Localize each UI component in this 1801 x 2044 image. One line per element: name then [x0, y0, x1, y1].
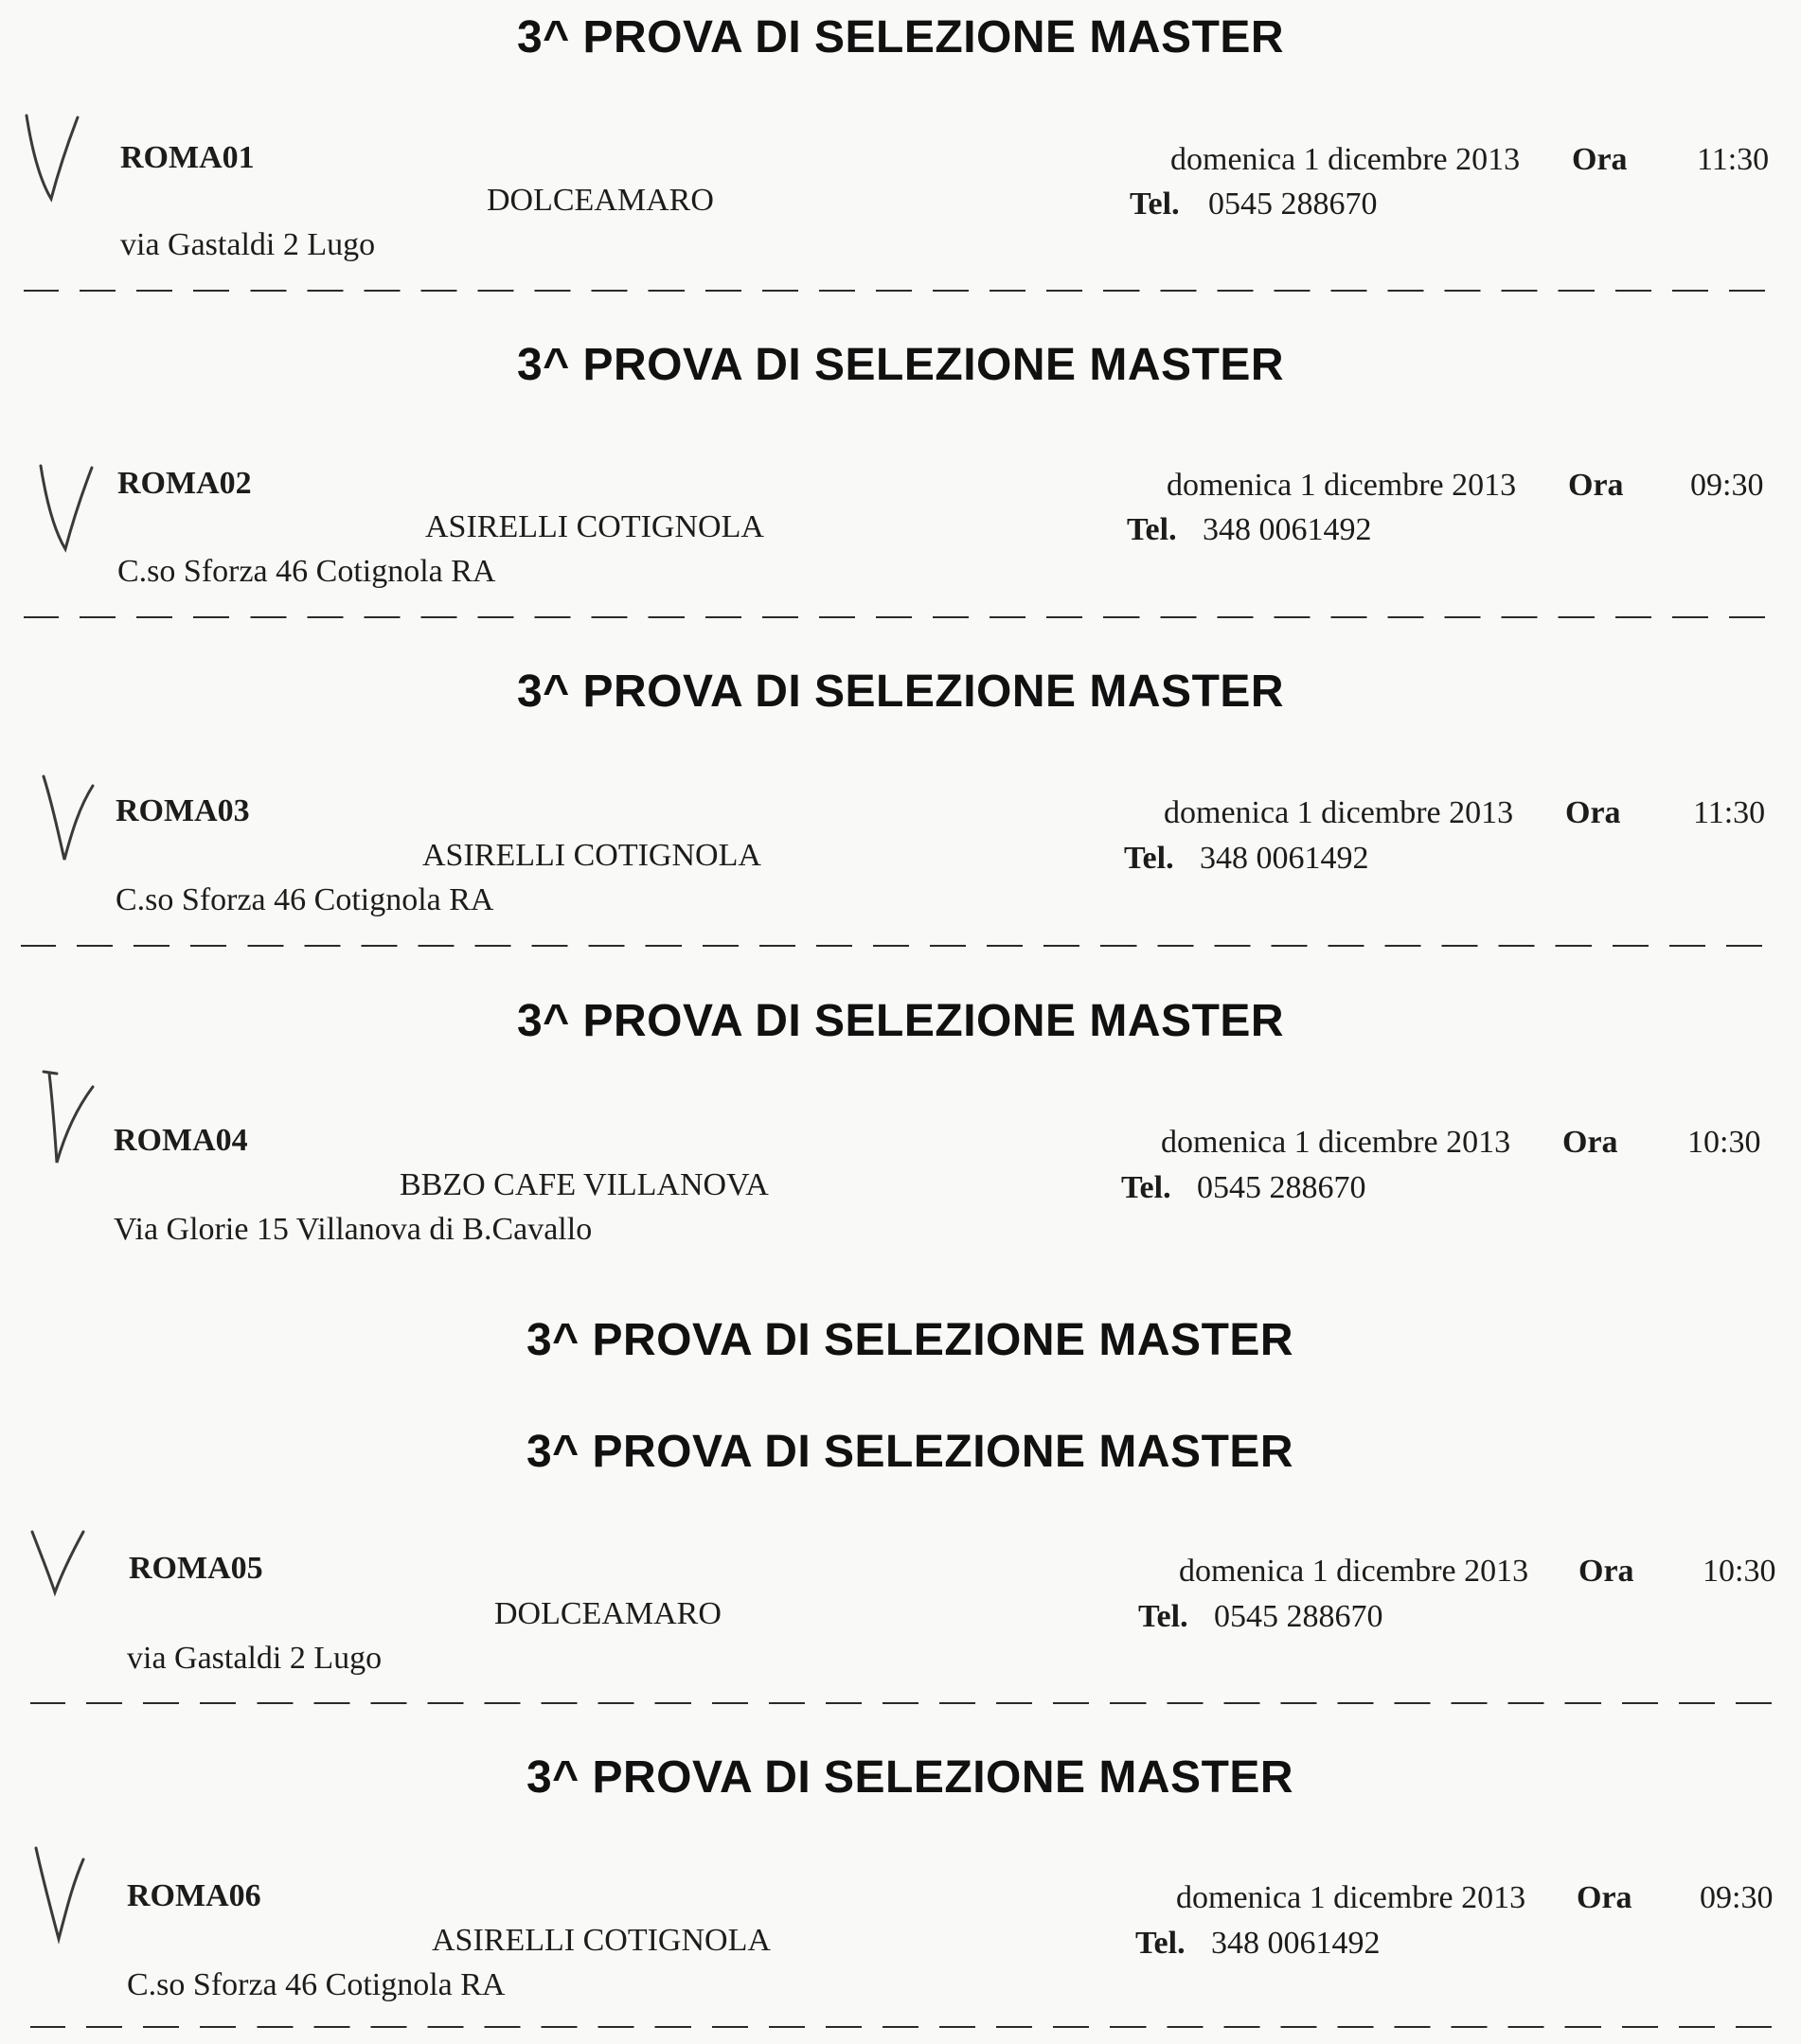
ora-label: Ora: [1568, 468, 1624, 503]
entry-title: 3^ PROVA DI SELEZIONE MASTER: [516, 340, 1285, 390]
entry-date: domenica 1 dicembre 2013: [1176, 1880, 1526, 1915]
entry-address: C.so Sforza 46 Cotignola RA: [116, 882, 494, 917]
entry-title: 3^ PROVA DI SELEZIONE MASTER: [516, 667, 1285, 717]
ora-label: Ora: [1578, 1554, 1634, 1589]
entry-date: domenica 1 dicembre 2013: [1179, 1554, 1529, 1589]
cut-line: [24, 290, 1780, 292]
entry-time: 10:30: [1687, 1125, 1761, 1160]
entry-address: C.so Sforza 46 Cotignola RA: [127, 1967, 506, 2002]
entry-address: C.so Sforza 46 Cotignola RA: [117, 554, 496, 589]
entry-code: ROMA05: [129, 1551, 263, 1586]
entry-code: ROMA06: [127, 1878, 261, 1913]
entry-venue: DOLCEAMARO: [494, 1596, 722, 1631]
entry-phone: 348 0061492: [1211, 1926, 1381, 1961]
entry-code: ROMA04: [114, 1123, 248, 1158]
tel-label: Tel.: [1130, 187, 1180, 222]
entry-venue: ASIRELLI COTIGNOLA: [432, 1923, 771, 1958]
entry-time: 11:30: [1697, 142, 1770, 177]
entry-venue: DOLCEAMARO: [487, 183, 714, 218]
checkmark-icon: [33, 454, 99, 559]
checkmark-icon: [38, 1068, 104, 1172]
entry-venue: ASIRELLI COTIGNOLA: [425, 509, 764, 544]
entry-date: domenica 1 dicembre 2013: [1161, 1125, 1511, 1160]
entry-phone: 0545 288670: [1214, 1599, 1383, 1634]
entry-title: 3^ PROVA DI SELEZIONE MASTER: [516, 12, 1285, 62]
entry-phone: 348 0061492: [1200, 841, 1369, 876]
entry-code: ROMA02: [117, 466, 252, 501]
ora-label: Ora: [1572, 142, 1628, 177]
checkmark-icon: [38, 769, 104, 873]
entry-time: 11:30: [1693, 795, 1766, 830]
ora-label: Ora: [1562, 1125, 1618, 1160]
entry-phone: 0545 288670: [1197, 1170, 1366, 1205]
ora-label: Ora: [1577, 1880, 1632, 1915]
entry-date: domenica 1 dicembre 2013: [1167, 468, 1517, 503]
checkmark-icon: [19, 104, 85, 208]
cut-line: [21, 945, 1777, 947]
entry-code: ROMA01: [120, 140, 255, 175]
entry-phone: 0545 288670: [1208, 187, 1378, 222]
entry-title: 3^ PROVA DI SELEZIONE MASTER: [516, 996, 1285, 1046]
entry-time: 09:30: [1700, 1880, 1774, 1915]
entry-address: via Gastaldi 2 Lugo: [120, 227, 376, 262]
entry-code: ROMA03: [116, 793, 250, 828]
entry-title: 3^ PROVA DI SELEZIONE MASTER: [526, 1427, 1294, 1477]
entry-venue: BBZO CAFE VILLANOVA: [400, 1167, 769, 1202]
cut-line: [30, 2026, 1792, 2028]
ora-label: Ora: [1565, 795, 1621, 830]
tel-label: Tel.: [1127, 512, 1177, 547]
entry-address: Via Glorie 15 Villanova di B.Cavallo: [114, 1212, 593, 1247]
tel-label: Tel.: [1138, 1599, 1188, 1634]
entry-title: 3^ PROVA DI SELEZIONE MASTER: [526, 1315, 1294, 1365]
entry-date: domenica 1 dicembre 2013: [1164, 795, 1514, 830]
checkmark-icon: [27, 1515, 93, 1619]
entry-date: domenica 1 dicembre 2013: [1170, 142, 1521, 177]
entry-phone: 348 0061492: [1203, 512, 1372, 547]
entry-time: 10:30: [1703, 1554, 1776, 1589]
entry-venue: ASIRELLI COTIGNOLA: [422, 838, 761, 873]
entry-title: 3^ PROVA DI SELEZIONE MASTER: [526, 1752, 1294, 1803]
cut-line: [24, 616, 1780, 618]
tel-label: Tel.: [1124, 841, 1174, 876]
entry-address: via Gastaldi 2 Lugo: [127, 1641, 383, 1676]
entry-time: 09:30: [1690, 468, 1764, 503]
tel-label: Tel.: [1121, 1170, 1171, 1205]
tel-label: Tel.: [1135, 1926, 1186, 1961]
checkmark-icon: [30, 1844, 97, 1948]
cut-line: [30, 1702, 1792, 1704]
